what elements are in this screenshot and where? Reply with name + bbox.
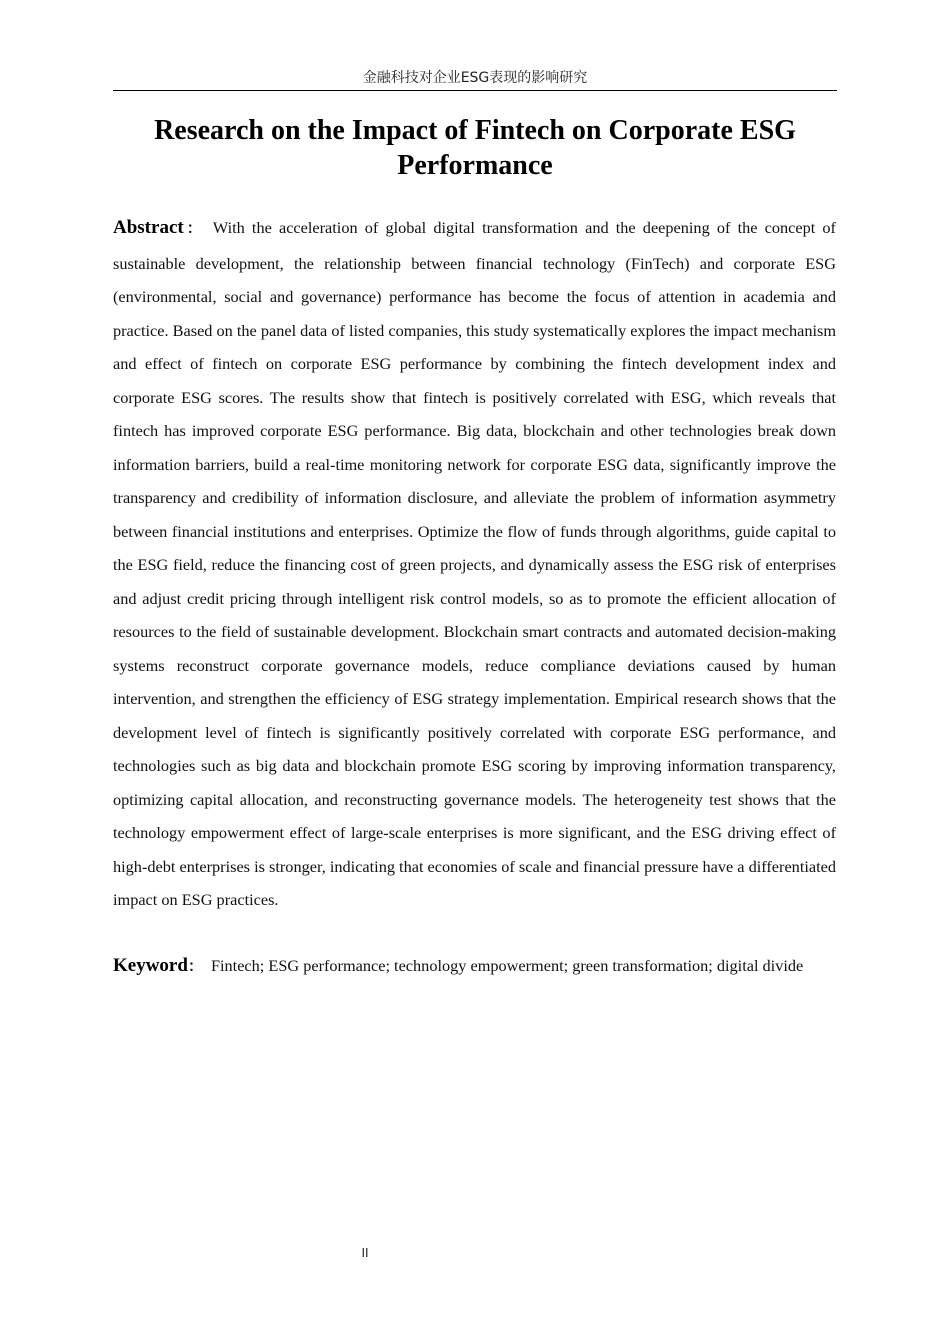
abstract-paragraph	[113, 211, 836, 917]
paper-title: Research on the Impact of Fintech on Corporate ESG Performance	[154, 115, 796, 181]
keyword-line	[113, 951, 836, 982]
page-number: II	[361, 1246, 369, 1260]
keyword-label-colon: ：	[187, 959, 203, 975]
abstract-text: With the acceleration of global digital transformation and the deepening of the concept of sustainable development, the relationship between financial technology (FinTech) and corporate ESG (environmental, social and governance) performance has become the focus of attention in academia and practice. Based on the panel data of listed companies, this study systematically explores the impact mechanism and effect of fintech on corporate ESG performance by combining the fintech development index and corporate ESG scores. The results show that fintech is positively correlated with ESG, which reveals that fintech has improved corporate ESG performance. Big data, blockchain and other technologies break down information barriers, build a real-time monitoring network for corporate ESG data, significantly improve the transparency and credibility of information disclosure, and alleviate the problem of information asymmetry between financial institutions and enterprises. Optimize the flow of funds through algorithms, guide capital to the ESG field, reduce the financing cost of green projects, and dynamically assess the ESG risk of enterprises and adjust credit pricing through intelligent risk control models, so as to promote the efficient allocation of resources to the field of sustainable development. Blockchain smart contracts and automated decision-making systems reconstruct corporate governance models, reduce compliance deviations caused by human intervention, and strengthen the efficiency of ESG strategy implementation. Empirical research shows that the development level of fintech is significantly positively correlated with corporate ESG performance, and technologies such as big data and blockchain promote ESG scoring by improving information transparency, optimizing capital allocation, and reconstructing governance models. The heterogeneity test shows that the technology empowerment effect of large-scale enterprises is more significant, and the ESG driving effect of high-debt enterprises is stronger, indicating that economies of scale and financial pressure have a differentiated impact on ESG practices.	[113, 218, 836, 909]
header-rule	[113, 90, 837, 91]
running-header: 金融科技对企业ESG表现的影响研究	[362, 70, 588, 86]
abstract-label-colon: ：	[183, 221, 205, 237]
keyword-text: Fintech; ESG performance; technology empowerment; green transformation; digital divide	[210, 956, 804, 975]
abstract-label: Abstract	[113, 217, 184, 238]
keyword-label: Keyword	[113, 955, 188, 976]
